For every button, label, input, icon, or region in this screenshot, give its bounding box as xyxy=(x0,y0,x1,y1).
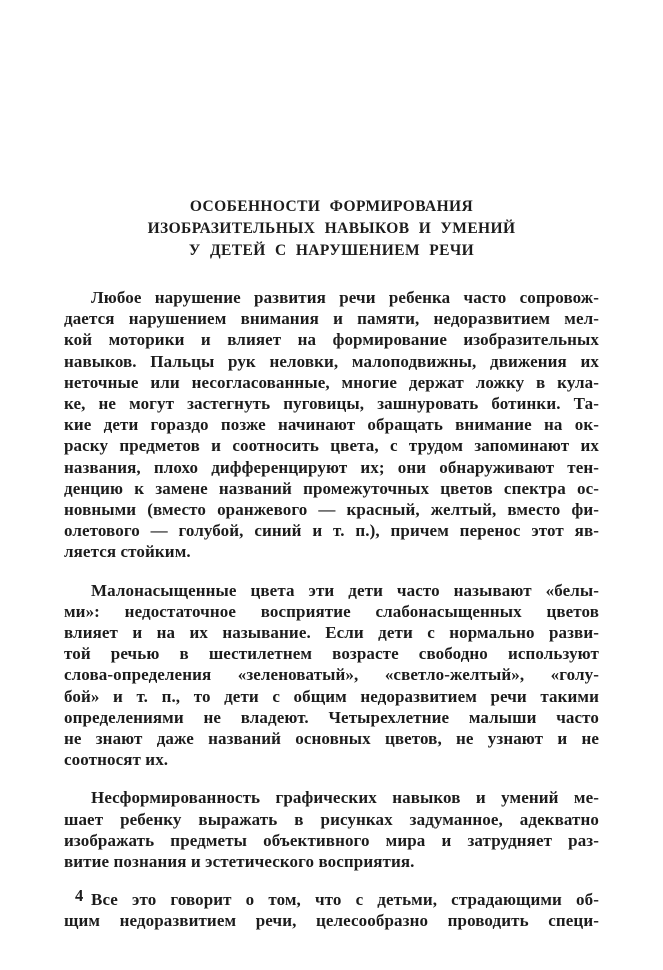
text-line: денцию к замене названий промежуточных цветов спектра ос- xyxy=(64,478,599,498)
text-line: изображать предметы объективного мира и затрудняет раз- xyxy=(64,830,599,850)
body-text xyxy=(64,287,599,932)
text-line: неточные или несогласованные, многие держат ложку в кула- xyxy=(64,372,599,392)
chapter-title-line: У ДЕТЕЙ С НАРУШЕНИЕМ РЕЧИ xyxy=(188,242,475,259)
chapter-title xyxy=(64,196,599,262)
text-line: соотносят их. xyxy=(64,750,169,770)
text-line: щим недоразвитием речи, целесообразно проводить специ- xyxy=(64,911,599,931)
text-line: слова-определения «зеленоватый», «светло-желтый», «голу- xyxy=(64,665,599,685)
text-line: шает ребенку выражать в рисунках задуманное, адекватно xyxy=(64,809,599,829)
text-block xyxy=(64,196,599,949)
text-line: дается нарушением внимания и памяти, недоразвитием мел- xyxy=(64,309,599,329)
text-line: кой моторики и влияет на формирование изобразительных xyxy=(64,330,599,350)
text-line: олетового — голубой, синий и т. п.), причем перенос этот яв- xyxy=(64,521,599,541)
page-number: 4 xyxy=(75,886,84,905)
text-line: Несформированность графических навыков и умений ме- xyxy=(91,788,599,808)
text-line: ляется стойким. xyxy=(64,542,191,562)
text-line: кие дети гораздо позже начинают обращать внимание на ок- xyxy=(64,415,599,435)
text-line: Малонасыщенные цвета эти дети часто называют «белы- xyxy=(91,580,599,600)
text-line: бой» и т. п., то дети с общим недоразвитием речи такими xyxy=(64,686,599,706)
chapter-title-line: ОСОБЕННОСТИ ФОРМИРОВАНИЯ xyxy=(189,198,474,215)
text-line: Любое нарушение развития речи ребенка часто сопровож- xyxy=(91,288,599,307)
text-line: определениями не владеют. Четырехлетние малыши часто xyxy=(64,707,599,727)
text-line: влияет и на их называние. Если дети с нормально разви- xyxy=(64,623,599,643)
text-line: новными (вместо оранжевого — красный, желтый, вместо фи- xyxy=(64,500,599,520)
text-line: той речью в шестилетнем возрасте свободно используют xyxy=(64,644,599,664)
text-line: навыков. Пальцы рук неловки, малоподвижны, движения их xyxy=(64,351,599,371)
text-line: названия, плохо дифференцируют их; они обнаруживают тен- xyxy=(64,457,599,477)
text-line: ми»: недостаточное восприятие слабонасыщенных цветов xyxy=(64,601,599,621)
chapter-title-line: ИЗОБРАЗИТЕЛЬНЫХ НАВЫКОВ И УМЕНИЙ xyxy=(147,220,516,237)
text-line: раску предметов и соотносить цвета, с трудом запоминают их xyxy=(64,436,599,456)
text-line: не знают даже названий основных цветов, не узнают и не xyxy=(64,729,599,749)
text-line: ке, не могут застегнуть пуговицы, зашнуровать ботинки. Та- xyxy=(64,394,599,414)
text-line: витие познания и эстетического восприятия. xyxy=(64,852,415,872)
text-line: Все это говорит о том, что с детьми, страдающими об- xyxy=(91,890,599,910)
